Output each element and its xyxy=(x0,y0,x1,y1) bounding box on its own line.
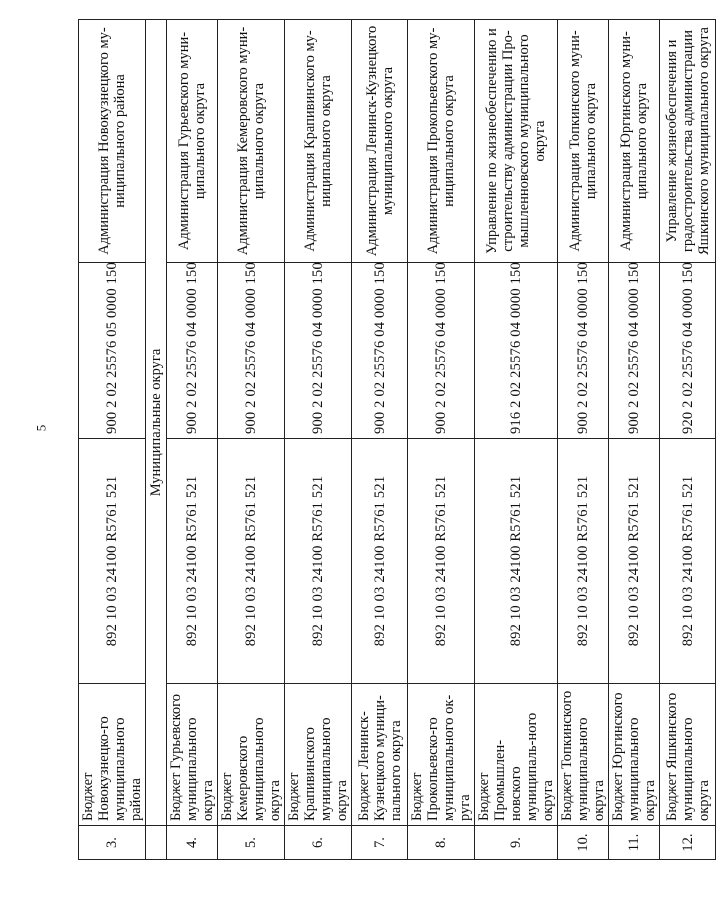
classification-code: 892 10 03 24100 R5761 521 xyxy=(660,439,716,684)
table-row xyxy=(218,20,285,860)
budget-table xyxy=(78,19,716,860)
classification-code: 892 10 03 24100 R5761 521 xyxy=(218,439,285,684)
table-row xyxy=(558,20,609,860)
table-row xyxy=(285,20,352,860)
revenue-code: 916 2 02 25576 04 0000 150 xyxy=(475,263,558,439)
table-row xyxy=(352,20,408,860)
row-number: 7. xyxy=(352,826,408,860)
document-area xyxy=(78,20,712,860)
administrator-name: Управление жизнеобеспечения и градостроительства администрации Яшкинского муниципального округа xyxy=(660,20,716,263)
budget-name: Бюджет Топкинского муниципального округа xyxy=(558,684,609,826)
table-row xyxy=(660,20,716,860)
row-number: 12. xyxy=(660,826,716,860)
revenue-code: 900 2 02 25576 04 0000 150 xyxy=(285,263,352,439)
revenue-code: 900 2 02 25576 04 0000 150 xyxy=(167,263,218,439)
rotated-table-container xyxy=(78,20,712,860)
administrator-name: Администрация Кемеровского муни-ципального округа xyxy=(218,20,285,263)
budget-name: Бюджет Крапивинского муниципального округа xyxy=(285,684,352,826)
revenue-code: 900 2 02 25576 04 0000 150 xyxy=(558,263,609,439)
row-number: 6. xyxy=(285,826,352,860)
administrator-name: Администрация Новокузнецкого му-ниципального района xyxy=(79,20,146,263)
row-number: 5. xyxy=(218,826,285,860)
budget-name: Бюджет Юргинского муниципального округа xyxy=(609,684,660,826)
revenue-code: 920 2 02 25576 04 0000 150 xyxy=(660,263,716,439)
administrator-name: Администрация Прокопьевского му-ниципального округа xyxy=(408,20,475,263)
budget-name: Бюджет Промышлен-новского муниципаль-ного округа xyxy=(475,684,558,826)
classification-code: 892 10 03 24100 R5761 521 xyxy=(285,439,352,684)
budget-name: Бюджет Кемеровского муниципального округа xyxy=(218,684,285,826)
classification-code: 892 10 03 24100 R5761 521 xyxy=(79,439,146,684)
revenue-code: 900 2 02 25576 04 0000 150 xyxy=(218,263,285,439)
classification-code: 892 10 03 24100 R5761 521 xyxy=(352,439,408,684)
administrator-name: Администрация Крапивинского му-ниципального округа xyxy=(285,20,352,263)
budget-name: Бюджет Прокопьевско-го муниципального ок-руга xyxy=(408,684,475,826)
table-row xyxy=(79,20,146,860)
table-row xyxy=(167,20,218,860)
revenue-code: 900 2 02 25576 04 0000 150 xyxy=(352,263,408,439)
administrator-name: Управление по жизнеобеспечению и строительству администрации Про-мышленновского муниципального округа xyxy=(475,20,558,263)
budget-name: Бюджет Ленинск-Кузнецкого муници-пального округа xyxy=(352,684,408,826)
row-number: 8. xyxy=(408,826,475,860)
revenue-code: 900 2 02 25576 05 0000 150 xyxy=(79,263,146,439)
administrator-name: Администрация Топкинского муни-ципального округа xyxy=(558,20,609,263)
classification-code: 892 10 03 24100 R5761 521 xyxy=(167,439,218,684)
row-number: 4. xyxy=(167,826,218,860)
row-number: 10. xyxy=(558,826,609,860)
table-row xyxy=(475,20,558,860)
budget-name: Бюджет Новокузнецко-го муниципального района xyxy=(79,684,146,826)
row-number: 3. xyxy=(79,826,146,860)
table-row xyxy=(609,20,660,860)
administrator-name: Администрация Юргинского муни-ципального округа xyxy=(609,20,660,263)
page-number: 5 xyxy=(33,424,49,432)
administrator-name: Администрация Гурьевского муни-ципального округа xyxy=(167,20,218,263)
row-number: 11. xyxy=(609,826,660,860)
administrator-name: Администрация Ленинск-Кузнецкого муниципального округа xyxy=(352,20,408,263)
row-number: 9. xyxy=(475,826,558,860)
classification-code: 892 10 03 24100 R5761 521 xyxy=(609,439,660,684)
revenue-code: 900 2 02 25576 04 0000 150 xyxy=(609,263,660,439)
budget-name: Бюджет Яшкинского муниципального округа xyxy=(660,684,716,826)
budget-name: Бюджет Гурьевского муниципального округа xyxy=(167,684,218,826)
classification-code: 892 10 03 24100 R5761 521 xyxy=(475,439,558,684)
section-title: Муниципальные округа xyxy=(146,20,167,826)
section-row xyxy=(146,20,167,860)
table-row xyxy=(408,20,475,860)
classification-code: 892 10 03 24100 R5761 521 xyxy=(558,439,609,684)
revenue-code: 900 2 02 25576 04 0000 150 xyxy=(408,263,475,439)
classification-code: 892 10 03 24100 R5761 521 xyxy=(408,439,475,684)
